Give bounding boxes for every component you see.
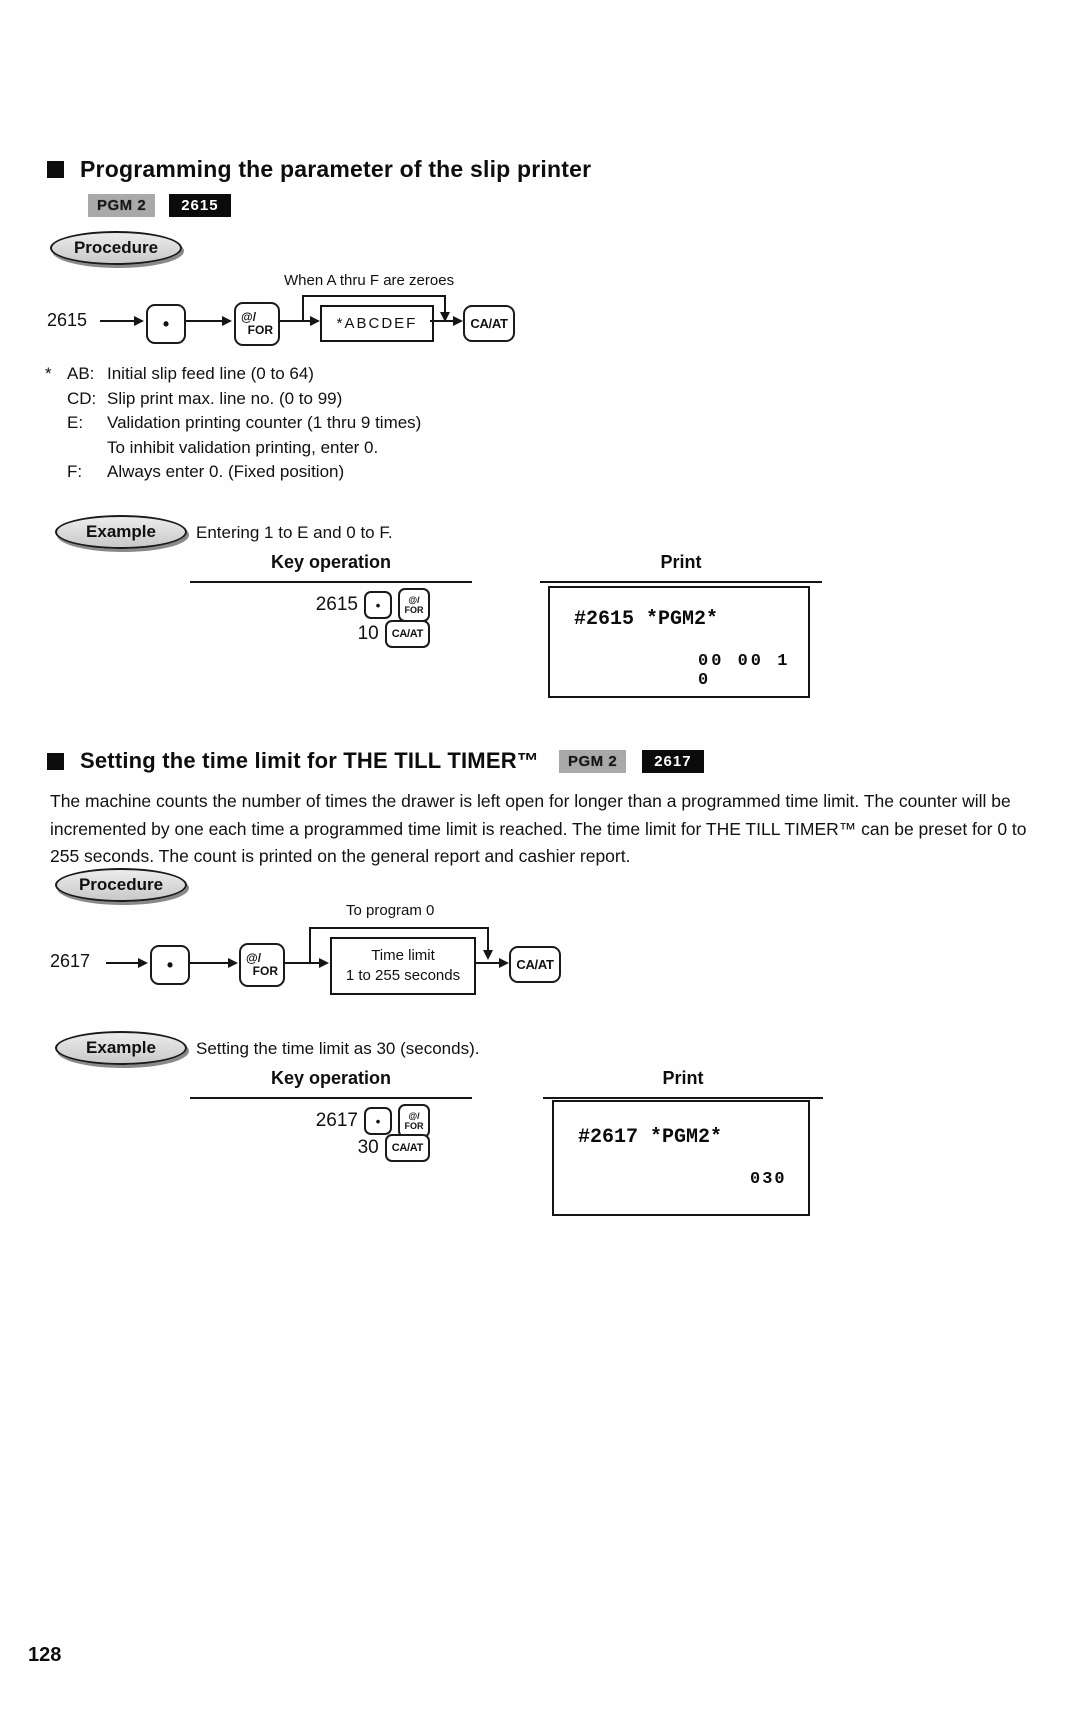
page-number: 128 [28,1644,62,1666]
entry-value: 2615 [315,594,358,615]
note-row [45,362,685,387]
at-for-key-top-label: @/ [246,950,262,965]
caat-key [509,946,561,983]
note-desc: Slip print max. line no. (0 to 99) [107,388,343,408]
receipt-line: #2615 *PGM2* [574,608,719,631]
at-for-key [398,1104,430,1138]
note-star [45,460,67,485]
note-term: E: [67,413,84,433]
dot-key-label: • [375,1113,381,1129]
dot-key [364,591,392,619]
note-row [45,411,685,436]
caat-key-label: CA/AT [391,628,423,640]
note-desc: Validation printing counter (1 thru 9 times) [107,413,422,433]
note-term: F: [67,462,83,482]
example-badge: Example [55,1031,187,1065]
at-for-key-bottom-label: FOR [404,605,424,615]
code-2617-badge: 2617 [642,750,703,773]
dot-key-label: • [166,954,174,975]
print-output-box [552,1100,810,1216]
flow-arrow [100,320,142,322]
flow1-start-value: 2615 [47,310,88,330]
key-operation-line [180,1134,430,1162]
note-row [45,460,685,485]
dot-key-label: • [375,597,381,613]
dot-key-label: • [162,313,170,334]
at-for-key [239,943,285,987]
section1-title: Programming the parameter of the slip printer [80,156,592,182]
pgm2-mode-badge: PGM 2 [88,194,155,217]
caat-key-label: CA/AT [391,1142,423,1154]
section1-heading [47,156,591,183]
section-bullet-square-icon [47,753,64,770]
bypass-condition-label: To program 0 [346,902,435,919]
example1-caption: Entering 1 to E and 0 to F. [196,523,393,542]
bypass-condition-label: When A thru F are zeroes [284,272,455,289]
receipt-line: #2617 *PGM2* [578,1126,723,1149]
key-operation-line [180,588,430,622]
note-term [67,436,107,461]
flow-arrow [190,962,236,964]
key-operation-line [180,1104,430,1138]
note-desc: Initial slip feed line (0 to 64) [107,364,314,383]
receipt-line: 030 [750,1170,787,1189]
note-row [45,436,685,461]
key-operation-line [180,620,430,648]
at-for-key-top-label: @/ [408,594,420,605]
at-for-key-bottom-label: FOR [252,964,278,978]
at-for-key [234,302,280,346]
caat-key [385,620,430,648]
entry-value: 2617 [315,1110,358,1131]
at-for-key-bottom-label: FOR [404,1121,424,1131]
at-for-key-bottom-label: FOR [247,323,273,337]
note-term: AB: [67,364,95,383]
code-2615-badge: 2615 [169,194,230,217]
time-limit-range: 1 to 255 seconds [345,967,461,984]
caat-key [385,1134,430,1162]
key-operation-header: Key operation [190,552,472,583]
pgm2-mode-badge: PGM 2 [559,750,626,773]
print-header: Print [543,1068,823,1099]
note-row [45,387,685,412]
section1-badges [88,194,231,217]
note-star: * [45,364,52,383]
note-star [45,387,67,412]
note-desc: To inhibit validation printing, enter 0. [107,437,379,457]
section2-paragraph: The machine counts the number of times the drawer is left open for longer than a programmed time limit. The counter will be incremented by one each time a programmed time limit is reached. The time limit for THE TILL TIMER™ can be preset for 0 to 255 seconds. The count is printed on the general report and cashier report. [50,791,1027,867]
print-header: Print [540,552,822,583]
at-for-key [398,588,430,622]
note-desc: Always enter 0. (Fixed position) [107,462,345,482]
abcdef-parameter-label: *ABCDEF [336,315,418,332]
caat-key-label: CA/AT [516,957,554,972]
note-star [45,436,67,461]
flow-arrow [106,962,146,964]
note-term: CD: [67,388,97,408]
bypass-arrow-path [300,898,500,968]
parameter-notes [45,362,685,485]
flow-arrow [186,320,230,322]
example2-caption: Setting the time limit as 30 (seconds). [196,1039,480,1058]
print-output-box [548,586,810,698]
key-operation-header: Key operation [190,1068,472,1099]
section2-title: Setting the time limit for THE TILL TIMER™ [80,748,539,773]
entry-value: 10 [357,623,379,644]
section2-heading [47,748,704,774]
dot-key [146,304,186,344]
caat-key-label: CA/AT [470,316,508,331]
procedure-badge: Procedure [55,868,187,902]
time-limit-label: Time limit [371,946,435,964]
at-for-key-top-label: @/ [408,1110,420,1121]
procedure-badge: Procedure [50,231,182,265]
receipt-line: 00 00 1 0 [698,652,791,690]
dot-key [150,945,190,985]
note-star [45,411,67,436]
example-badge: Example [55,515,187,549]
dot-key [364,1107,392,1135]
entry-value: 30 [357,1137,379,1158]
at-for-key-top-label: @/ [241,309,257,324]
flow2-start-value: 2617 [50,951,91,971]
caat-key [463,305,515,342]
bypass-arrow-path [294,266,456,328]
section-bullet-square-icon [47,161,64,178]
